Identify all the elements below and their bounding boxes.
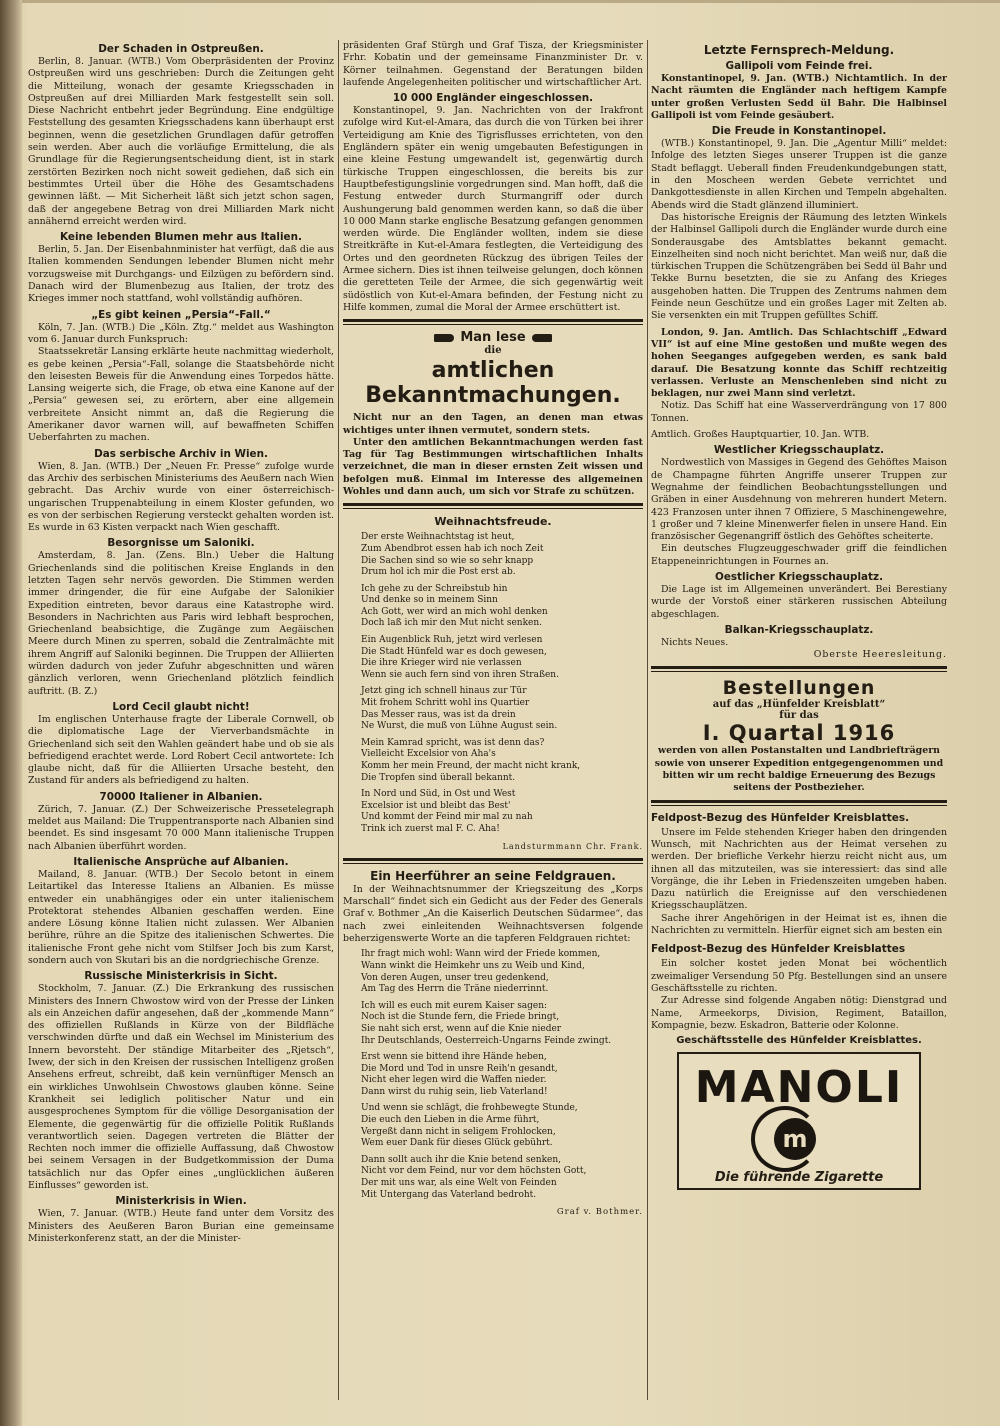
headline: Die Freude in Konstantinopel.	[711, 125, 887, 138]
article-text: Die Lage ist im Allgemeinen unverändert. Bei Berestiany wurde der Vorstoß einer stärkeren russischen Abteilung abgeschlagen.	[651, 583, 947, 620]
article-text: Staatssekretär Lansing erklärte heute nachmittag wiederholt, es gebe keinen „Persia“-Fall, solange die Staatsbehörde nicht den leisesten Beweis für die Anwendung eines Torpedos hätte. Lansing weigerte sich, die Frage, ob etwa eine Kanone auf der „Persia“ gewesen sei, zu erörtern, aber eine allgemein verbreitete Ansicht nimmt an, daß die Regierung die Amerikaner davor warnen will, auf bewaffneten Schiffen Ueberfahrten zu machen.	[28, 346, 334, 444]
poem-stanza: Und wenn sie schlägt, die frohbewegte Stunde, Die euch den Lieben in die Arme führt, Vergeßt dann nicht in seligem Frohlocken, Wem euer Dank für dieses Glück gebührt.	[361, 1103, 578, 1149]
ad-text: Zur Adresse sind folgende Angaben nötig: Dienstgrad und Name, Armeekorps, Division, Regiment, Bataillon, Kompagnie, bezw. Eskadron, Batterie oder Kolonne.	[651, 995, 947, 1031]
pointing-hand-icon	[434, 334, 454, 342]
column-rule	[647, 40, 648, 1400]
poem-stanza: Der erste Weihnachtstag ist heut, Zum Abendbrot essen hab ich noch Zeit Die Sachen sind so wie so sehr knapp Drum hol ich mir die Post erst ab.	[361, 532, 544, 578]
poem-stanza: Ein Augenblick Ruh, jetzt wird verlesen Die Stadt Hünfeld war es doch gewesen, Die ihre Krieger wird nie verlassen Wenn sie auch fern sind von ihren Straßen.	[361, 635, 559, 680]
ad-subheading: für das	[779, 710, 819, 722]
poem-stanza: Dann sollt auch ihr die Knie betend senken, Nicht vor dem Feind, nur vor dem höchsten Gott, Der mit uns war, als eine Welt von Feinden Mit Untergang das Vaterland bedroht.	[361, 1154, 587, 1200]
ad-text: Sache ihrer Angehörigen in der Heimat ist es, ihnen die Nachrichten zu vermitteln. Hierfür eignet sich am besten ein	[651, 912, 947, 937]
headline: Russische Ministerkrisis in Sicht.	[84, 970, 278, 983]
article-text: London, 9. Jan. Amtlich. Das Schlachtschiff „Edward VII“ ist auf eine Mine gestoßen und mußte wegen des hohen Seeganges aufgegeben werden, es sank bald darauf. Die Besatzung konnte das Schiff rechtzeitig verlassen. Verluste an Menschenleben sind nicht zu beklagen, nur zwei Mann sind verletzt.	[651, 326, 947, 400]
binding-spine	[0, 0, 22, 1426]
manoli-circle-logo: m	[774, 1118, 816, 1160]
subscription-ad	[651, 677, 947, 794]
double-rule	[343, 319, 643, 325]
ad-text: Unsere im Felde stehenden Krieger haben den dringenden Wunsch, mit Nachrichten aus der Heimat versehen zu werden. Der briefliche Verkehr hierzu reicht nicht aus, um ihnen all das mitzuteilen, was sie interessiert: das sind alle Vorgänge, die ihr Leben in Friedenszeiten umgeben haben. Dazu natürlich die Ereignisse auf den verschiedenen Kriegsschauplätzen.	[651, 826, 947, 912]
article-text: Berlin, 5. Jan. Der Eisenbahnminister hat verfügt, daß die aus Italien kommenden Sendungen lebender Blumen nicht mehr vorzugsweise mit Durchgangs- und Eilzügen zu befördern sind. Danach wird der Blumenbezug aus Italien, der trotz des Krieges immer noch stattfand, wohl vollständig aufhören.	[28, 244, 334, 305]
ad-subheading: auf das „Hünfelder Kreisblatt“	[712, 699, 886, 711]
article-text: Wien, 7. Januar. (WTB.) Heute fand unter dem Vorsitz des Ministers des Aeußeren Baron Burian eine gemeinsame Ministerkonferenz statt, an der die Minister-	[28, 1208, 334, 1244]
article-text: Konstantinopel, 9. Jan. Nachrichten von der Irakfront zufolge wird Kut-el-Amara, das durch die von Türken bei ihrer Verteidigung am Knie des Tigrisflusses errichteten, von den Engländern später ein wenig umgebauten Befestigungen in eine kleine Festung umgewandelt ist, gegenwärtig durch türkische Truppen eingeschlossen, die bereits bis zur Hauptbefestigungslinie vorgedrungen sind. Man hofft, daß die Festung entweder durch Sturmangriff oder durch Aushungerung bald genommen werden kann, so daß die über 10 000 Mann starke englische Besatzung gefangen genommen werden würde. Die Engländer wollten, indem sie diese Streitkräfte in Kut-el-Amara festlegten, die Verteidigung des Ortes und den geordneten Rückzug des übrigen Teiles der Armee sichern. Dies ist ihnen teilweise gelungen, doch können die geretteten Teile der Armee, die sich gegenwärtig weit südöstlich von Kut-el-Amara befinden, der Festung nicht zu Hilfe kommen, zumal die Moral der Armee erschüttert ist.	[343, 105, 643, 313]
article-text: Im englischen Unterhause fragte der Liberale Cornwell, ob die diplomatische Lage der Vierverbandsmächte in Griechenland sich seit den Wahlen geändert habe und ob sie als befriedigend erachtet werde. Lord Robert Cecil antwortete: Ich glaube nicht, daß für die Alliierten Ursache besteht, den Zustand für anders als befriedigend zu halten.	[28, 713, 334, 787]
subheadline: Oestlicher Kriegsschauplatz.	[714, 570, 884, 583]
notice-title: Man lese	[460, 330, 526, 346]
column-2	[343, 40, 643, 1221]
notice-heading: amtlichen Bekanntmachungen.	[365, 358, 621, 409]
poem-stanza: In Nord und Süd, in Ost und West Excelsior ist und bleibt das Best' Und kommt der Feind mir mal zu nah Trink ich zuerst mal F. C. Aha!	[361, 789, 533, 834]
pointing-hand-icon	[532, 334, 552, 342]
ad-text: werden von allen Postanstalten und Landbriefträgern sowie von unserer Expedition entgegengenommen und bitten wir um recht baldige Erneuerung des Bezugs seitens der Postbezieher.	[654, 745, 944, 794]
ad-heading: Feldpost-Bezug des Hünfelder Kreisblattes	[651, 943, 906, 956]
poem-stanza: Ich will es euch mit eurem Kaiser sagen: Noch ist die Stunde fern, die Friede bringt, Sie naht sich erst, wenn auf die Knie nieder Ihr Deutschlands, Oesterreich-Ungarns Feinde zwingt.	[361, 1000, 612, 1046]
article-signature: Oberste Heeresleitung.	[813, 649, 947, 661]
article-text: Mailand, 8. Januar. (WTB.) Der Secolo betont in einem Leitartikel das Interesse Italiens an Albanien. Es müsse entweder ein unabhängiges oder ein unter italienischem Protektorat stehendes Albanien geschaffen werden. Eine andere Lösung könne Italien nicht zulassen. Wer Albanien berühre, rühre an die Spitze des italienischen Schwertes. Die italienische Front gehe nicht vom Stilfser Joch bis zum Karst, sondern auch von Skutari bis an die nordgriechische Grenze.	[28, 868, 334, 966]
ad-heading: Bestellungen	[722, 677, 876, 700]
headline: Keine lebenden Blumen mehr aus Italien.	[60, 231, 302, 244]
headline: Italienische Ansprüche auf Albanien.	[73, 855, 289, 868]
headline: Ein Heerführer an seine Feldgrauen.	[370, 868, 616, 883]
poem-signature: Landsturmmann Chr. Frank.	[502, 841, 643, 851]
headline: Das serbische Archiv in Wien.	[94, 447, 268, 460]
column-3	[651, 40, 947, 1190]
double-rule	[343, 858, 643, 864]
headline: Ministerkrisis in Wien.	[115, 1195, 247, 1208]
column-1	[28, 40, 334, 1245]
ad-text: Ein solcher kostet jeden Monat bei wöchentlich zweimaliger Versendung 50 Pfg. Bestellungen sind an unsere Geschäftsstelle zu richten.	[651, 958, 947, 994]
notice-text: Nicht nur an den Tagen, an denen man etwas wichtiges unter ihnen vermutet, sondern stets.	[343, 412, 643, 436]
article-text: Berlin, 8. Januar. (WTB.) Vom Oberpräsidenten der Provinz Ostpreußen wird uns geschrieben: Durch die Zeitungen geht die Mitteilung, wonach der gesamte Kriegsschaden in Ostpreußen auf drei Milliarden Mark festgestellt sein soll. Diese Nachricht entbehrt jeder Begründung. Eine endgültige Feststellung des gesamten Kriegsschadens kann überhaupt erst beginnen, wenn die gesetzlichen Grundlagen dafür getroffen sein werden. Aber auch die vorläufige Ermittelung, die als Grundlage für die Regierungsentscheidung dient, ist in stark zerstörten Bezirken noch nicht soweit gediehen, daß sich ein bestimmtes Urteil über die Höhe des Gesamtschadens gewinnen läßt. — Mit Sicherheit läßt sich jetzt schon sagen, daß der angegebene Betrag von drei Milliarden Mark nicht annähernd erreicht werden wird.	[28, 56, 334, 227]
headline: „Es gibt keinen „Persia“-Fall.“	[91, 308, 271, 321]
headline: Der Schaden in Ostpreußen.	[98, 43, 264, 55]
article-text: Ein deutsches Flugzeuggeschwader griff die feindlichen Etappeneinrichtungen in Fournes an.	[651, 543, 947, 567]
notice-box	[343, 330, 643, 498]
article-text: Wien, 8. Jan. (WTB.) Der „Neuen Fr. Presse“ zufolge wurde das Archiv des serbischen Ministeriums des Aeußern nach Wien gebracht. Das Archiv wurde von einer österreichisch-ungarischen Truppenabteilung in einem Kloster gefunden, wo es von der serbischen Regierung versteckt gehalten worden ist. Es wurde in 63 Kisten verpackt nach Wien geschafft.	[28, 460, 334, 534]
article-text: In der Weihnachtsnummer der Kriegszeitung des „Korps Marschall“ findet sich ein Gedicht aus der Feder des Generals Graf v. Bothmer „An die Kaiserlich Deutschen Südarmee“, das nach zwei einleitenden Weihnachtsversen folgende beherzigenswerte Worte an die tapferen Feldgrauen richtet:	[343, 883, 643, 945]
poem-stanza: Ich gehe zu der Schreibstub hin Und denke so in meinem Sinn Ach Gott, wer wird an mich wohl denken Doch laß ich mir den Mut nicht senken.	[361, 583, 548, 629]
headline: 10 000 Engländer eingeschlossen.	[392, 92, 594, 105]
article-text: Köln, 7. Jan. (WTB.) Die „Köln. Ztg.“ meldet aus Washington vom 6. Januar durch Funkspruch:	[28, 321, 334, 345]
headline: Besorgnisse um Saloniki.	[107, 537, 255, 550]
headline: Letzte Fernsprech-Meldung.	[703, 43, 895, 57]
headline: 70000 Italiener in Albanien.	[99, 790, 263, 803]
double-rule	[651, 666, 947, 672]
column-rule	[338, 40, 339, 1400]
poem-stanza: Jetzt ging ich schnell hinaus zur Tür Mit frohem Schritt wohl ins Quartier Das Messer raus, was ist da drein Ne Wurst, die muß von Lühne August sein.	[361, 686, 558, 732]
poem-stanza: Erst wenn sie bittend ihre Hände heben, Die Mord und Tod in unsre Reih'n gesandt, Nicht eher legen wird die Waffen nieder. Dann wirst du ruhig sein, lieb Vaterland!	[361, 1052, 558, 1097]
subheadline: Gallipoli vom Feinde frei.	[725, 60, 873, 72]
poem-stanza: Ihr fragt mich wohl: Wann wird der Friede kommen, Wann winkt die Heimkehr uns zu Weib und Kind, Von deren Augen, unser treu gedenkend, Am Tag des Herrn die Träne niederrinnt.	[361, 949, 601, 995]
notice-text: Unter den amtlichen Bekanntmachungen werden fast Tag für Tag Bestimmungen wirtschaftlichen Inhalts verzeichnet, die man in dieser ernsten Zeit wissen und befolgen muß. Einmal im Interesse des allgemeinen Wohles und dann auch, um sich vor Strafe zu schützen.	[343, 436, 643, 498]
article-text: Stockholm, 7. Januar. (Z.) Die Erkrankung des russischen Ministers des Innern Chwostow wird von der Presse der Linken als ein Anzeichen dafür angesehen, daß der „kommende Mann“ des offiziellen Rußlands in Kürze von der Bildfläche verschwinden dürfte und daß ein Wechsel im Ministerium des Innern bevorsteht. Der ständige Mitarbeiter des „Rjetsch“, Iwew, der sich in den Kreisen der russischen Intelligenz großen Ansehens erfreut, schreibt, daß kein vernünftiger Mensch an ein wirkliches Unwohlsein Chwostows glauben könne. Seine Krankheit sei lediglich politischer Natur und ein ausgesprochenes Symptom für die völlige Desorganisation der Elemente, die gegenwärtig für die offizielle Politik Rußlands verantwortlich seien. Dagegen vertreten die Blätter der Rechten noch immer die offizielle Auffassung, daß Chwostow bei seinem Versagen in der Budgetkommission der Duma tatsächlich nur das Opfer eines „unglücklichen äußeren Einflusses“ geworden ist.	[28, 983, 334, 1192]
article-text: Das historische Ereignis der Räumung des letzten Winkels der Halbinsel Gallipoli durch die Engländer wurde durch eine Sonderausgabe des Amtsblattes bekannt gemacht. Einzelheiten sind noch nicht berichtet. Man weiß nur, daß die türkischen Truppen die Schützengräben bei Sedd ül Bahr und Tekke Burnu besetzten, die sie zu Anfang des Krieges ausgehoben hatten. Die Truppen des Zentrums nahmen dem Feinde neun Geschütze und ein großes Lager mit Zelten ab. Sie versenkten ein mit Truppen gefülltes Schiff.	[651, 211, 947, 322]
double-rule	[343, 503, 643, 509]
ad-signature: Geschäftsstelle des Hünfelder Kreisblattes.	[676, 1035, 922, 1047]
ad-quarter: I. Quartal 1916	[702, 721, 896, 746]
subheadline: Balkan-Kriegsschauplatz.	[724, 623, 874, 636]
article-text: Konstantinopel, 9. Jan. (WTB.) Nichtamtlich. In der Nacht räumten die Engländer nach heftigem Kampfe unter großen Verlusten Sedd ül Bahr. Die Halbinsel Gallipoli ist vom Feinde gesäubert.	[651, 73, 947, 121]
article-text: Amsterdam, 8. Jan. (Zens. Bln.) Ueber die Haltung Griechenlands sind die politischen Kreise Englands in den letzten Tagen sehr nervös geworden. Die Stimmen werden immer dringender, die für eine Aufgabe der Salonikier Expedition eintreten, bevor daraus eine Katastrophe wird. Besonders in Nachrichten aus Paris wird lebhaft besprochen, Griechenland beabsichtige, die Zugänge zum Aegäischen Meere durch Minen zu sperren, sobald die Zentralmächte mit ihrem Angriff auf Saloniki beginnen. Die Truppen der Alliierten würden dadurch von jeder Zufuhr abgeschnitten und wären gänzlich verloren, wenn Griechenland plötzlich feindlich auftritt. (B. Z.)	[28, 550, 334, 697]
article-text: Zürich, 7. Januar. (Z.) Der Schweizerische Pressetelegraph meldet aus Mailand: Die Truppentransporte nach Albanien sind beendet. Es sind insgesamt 70 000 Mann italienische Truppen nach Albanien überführt worden.	[28, 803, 334, 852]
article-text: Nichts Neues.	[661, 636, 729, 648]
ad-heading: Feldpost-Bezug des Hünfelder Kreisblattes.	[651, 811, 910, 824]
double-rule	[651, 800, 947, 806]
headline: Lord Cecil glaubt nicht!	[112, 700, 250, 713]
article-text: Amtlich. Großes Hauptquartier, 10. Jan. WTB.	[651, 429, 870, 441]
poem-title: Weihnachtsfreude.	[434, 515, 552, 529]
notice-subtitle: die	[484, 345, 502, 357]
manoli-advertisement	[677, 1052, 921, 1190]
poem-stanza: Mein Kamrad spricht, was ist denn das? Vielleicht Excelsior von Aha's Komm her mein Freund, der macht nicht krank, Die Tropfen sind überall bekannt.	[361, 737, 581, 783]
manoli-slogan: Die führende Zigarette	[714, 1170, 884, 1186]
top-edge	[22, 0, 1000, 3]
article-text: (WTB.) Konstantinopel, 9. Jan. Die „Agentur Milli“ meldet: Infolge des letzten Sieges unserer Truppen ist die ganze Stadt beflaggt. Ueberall finden Freudenkundgebungen statt, in den Moscheen werden Gebete verrichtet und Dankgottesdienste in allen Kirchen und Tempeln abgehalten. Abends wird die Stadt glänzend illuminiert.	[651, 138, 947, 211]
subheadline: Westlicher Kriegsschauplatz.	[713, 444, 885, 457]
article-text: Nordwestlich von Massiges in Gegend des Gehöftes Maison de Champagne führten Angriffe unserer Truppen zur Wegnahme der feindlichen Beobachtungsstellungen und Gräben in einer Ausdehnung von mehreren hundert Metern. 423 Franzosen unter ihnen 7 Offiziere, 5 Maschinengewehre, 1 großer und 7 kleine Minenwerfer fielen in unsere Hand. Ein französischer Gegenangriff östlich des Gehöftes scheiterte.	[651, 457, 947, 543]
manoli-logo-text: MANOLI	[694, 1062, 904, 1114]
article-text: präsidenten Graf Stürgh und Graf Tisza, der Kriegsminister Frhr. Kobatin und der gemeinsame Finanzminister Dr. v. Körner teilnahmen. Gegenstand der Beratungen bilden laufende Angelegenheiten politischer und wirtschaftlicher Art.	[343, 40, 643, 88]
article-text: Notiz. Das Schiff hat eine Wasserverdrängung von 17 800 Tonnen.	[651, 400, 947, 424]
poem-signature: Graf v. Bothmer.	[556, 1207, 643, 1218]
